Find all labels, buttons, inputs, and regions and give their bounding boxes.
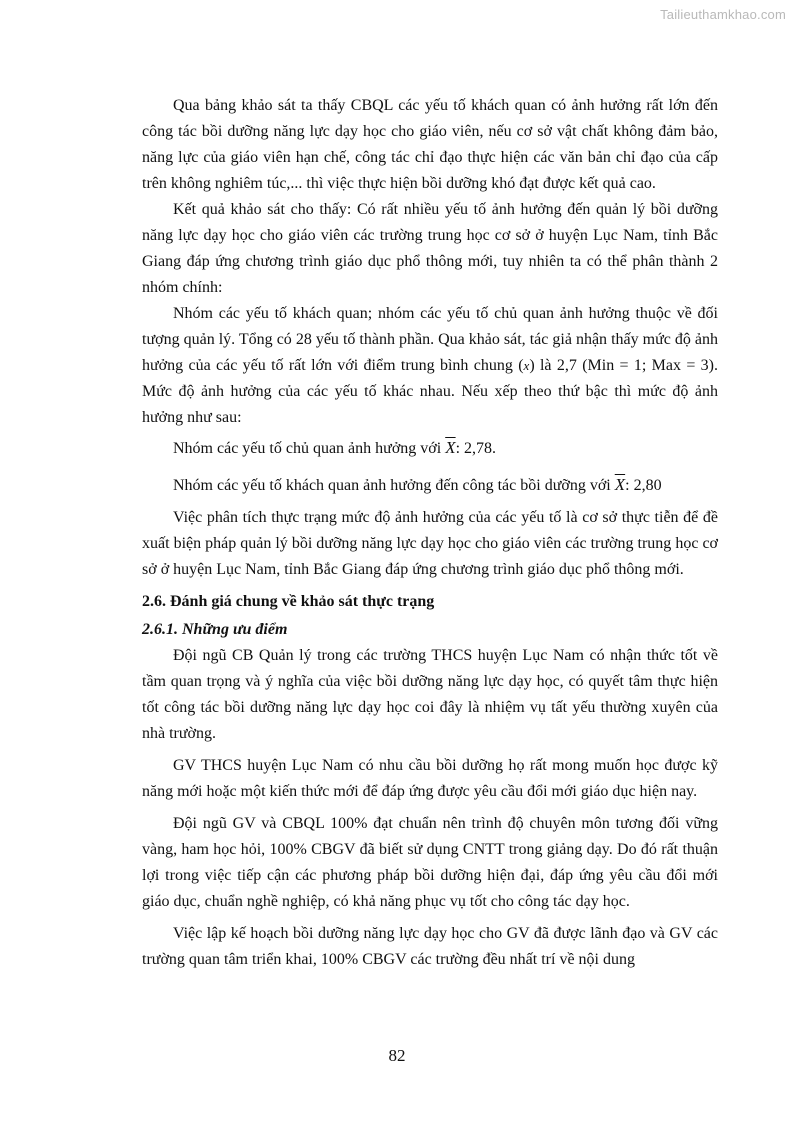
- paragraph-staff-qualification: Đội ngũ GV và CBQL 100% đạt chuẩn nên trình độ chuyên môn tương đối vững vàng, ham học hỏi, 100% CBGV đã biết sử dụng CNTT trong giảng dạy. Do đó rất thuận lợi trong việc tiếp cận các phương pháp bồi dưỡng hiện đại, đáp ứng yêu cầu đổi mới giáo dục, chuẩn nghề nghiệp, có khả năng phục vụ tốt cho công tác dạy học.: [142, 815, 718, 910]
- objective-factor-mean: [142, 472, 718, 499]
- xbar-symbol: $\overline{X}$: [614, 475, 626, 494]
- paragraph-survey-results: Kết quả khảo sát cho thấy: Có rất nhiều yếu tố ảnh hưởng đến quản lý bồi dưỡng năng lực dạy học cho giáo viên các trường trung học cơ sở ở huyện Lục Nam, tỉnh Bắc Giang đáp ứng chương trình giáo dục phổ thông mới, tuy nhiên ta có thể phân thành 2 nhóm chính:: [142, 201, 718, 296]
- xbar-symbol: $\overline{X}$: [445, 438, 456, 457]
- paragraph-planning: Việc lập kế hoạch bồi dưỡng năng lực dạy học cho GV đã được lãnh đạo và GV các trường quan tâm triển khai, 100% CBGV các trường đều nhất trí về nội dung: [142, 925, 718, 968]
- subjective-factor-value: : 2,78.: [455, 440, 497, 457]
- section-heading-2-6: 2.6. Đánh giá chung về khảo sát thực trạng: [142, 593, 435, 610]
- page-number: 82: [388, 1046, 406, 1065]
- paragraph-factor-groups: [142, 301, 718, 431]
- factor-groups-text-a: Nhóm các yếu tố khách quan; nhóm các yếu tố chủ quan ảnh hưởng thuộc về đối tượng quản lý. Tổng có 28 yếu tố thành phần. Qua khảo sát, tác giả nhận thấy mức độ ảnh hưởng của các yếu tố rất lớn với điểm trung bình chung (: [142, 305, 718, 374]
- mean-symbol: x: [523, 358, 530, 373]
- watermark: Tailieuthamkhao.com: [660, 7, 786, 22]
- factor-groups-text-b: ) là 2,7 (Min = 1; Max = 3). Mức độ ảnh hưởng của các yếu tố khác nhau. Nếu xếp theo thứ bậc thì mức độ ảnh hưởng như sau:: [142, 357, 719, 426]
- subjective-factor-mean: [142, 435, 718, 462]
- paragraph-survey-conclusion: Qua bảng khảo sát ta thấy CBQL các yếu tố khách quan có ảnh hưởng rất lớn đến công tác bồi dưỡng năng lực dạy học cho giáo viên, nếu cơ sở vật chất không đảm bảo, năng lực của giáo viên hạn chế, công tác chỉ đạo thực hiện các văn bản chỉ đạo của cấp trên không nghiêm túc,... thì việc thực hiện bồi dưỡng khó đạt được kết quả cao.: [142, 97, 718, 192]
- objective-factor-value: : 2,80: [625, 477, 662, 494]
- subjective-factor-label: Nhóm các yếu tố chủ quan ảnh hưởng với: [173, 440, 446, 457]
- paragraph-teacher-needs: GV THCS huyện Lục Nam có nhu cầu bồi dưỡng họ rất mong muốn học được kỹ năng mới hoặc một kiến thức mới để đáp ứng được yêu cầu đổi mới giáo dục hiện nay.: [142, 757, 718, 800]
- paragraph-analysis-basis: Việc phân tích thực trạng mức độ ảnh hưởng của các yếu tố là cơ sở thực tiễn để đề xuất biện pháp quản lý bồi dưỡng năng lực dạy học cho giáo viên các trường trung học cơ sở ở huyện Lục Nam, tỉnh Bắc Giang đáp ứng chương trình giáo dục phổ thông mới.: [142, 509, 718, 578]
- objective-factor-label: Nhóm các yếu tố khách quan ảnh hưởng đến công tác bồi dưỡng với: [173, 477, 615, 494]
- document-body: [142, 93, 718, 973]
- paragraph-management-awareness: Đội ngũ CB Quản lý trong các trường THCS huyện Lục Nam có nhận thức tốt về tầm quan trọng và ý nghĩa của việc bồi dưỡng năng lực dạy học, có quyết tâm thực hiện tốt công tác bồi dưỡng năng lực dạy học coi đây là nhiệm vụ tất yếu thường xuyên của nhà trường.: [142, 647, 718, 742]
- subsection-heading-2-6-1: 2.6.1. Những ưu điểm: [142, 621, 288, 638]
